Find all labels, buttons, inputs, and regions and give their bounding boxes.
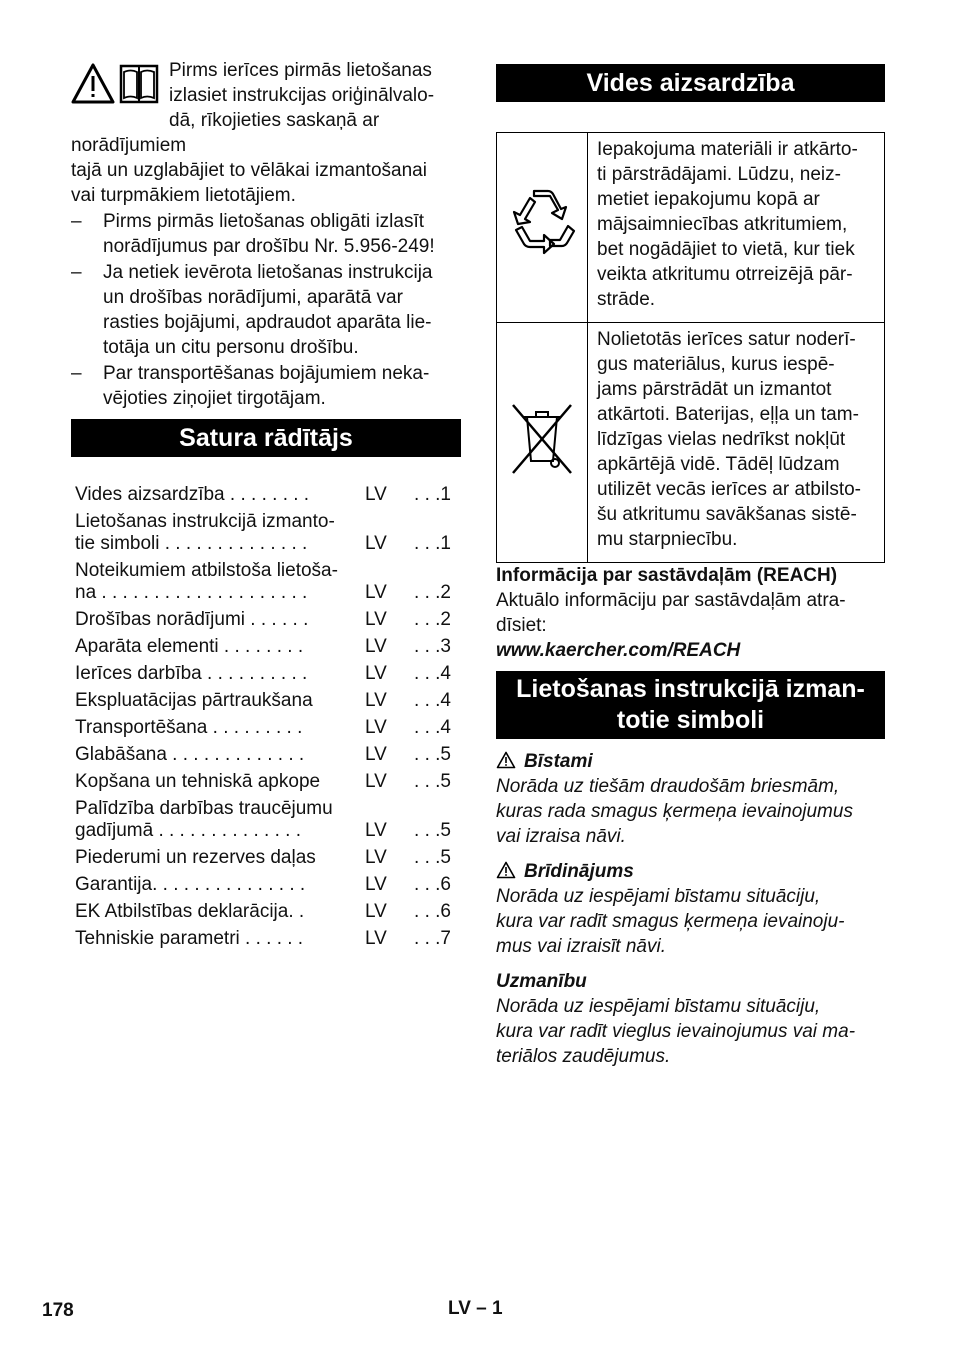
toc-entry-title: EK Atbilstības deklarācija. . [75,901,305,922]
toc-entry-title: Drošības norādījumi . . . . . . [75,609,309,630]
toc-entry-page: . . .5 [414,744,451,765]
left-column [71,58,461,950]
toc-entry-lang: LV [365,771,387,792]
toc-entry-page: . . .4 [414,690,451,711]
intro-section [71,58,461,208]
toc-entry-page: . . .5 [414,771,451,792]
safety-bullet-list [71,209,461,411]
toc-row[interactable] [71,631,461,658]
toc-heading: Satura rādītājs [71,419,461,457]
table-of-contents [71,479,461,950]
toc-entry-title: Glabāšana . . . . . . . . . . . . . [75,744,305,765]
toc-entry-title: Ekspluatācijas pārtraukšana [75,690,313,711]
crossed-bin-icon [507,399,577,479]
symbol-caution: Uzmanību Norāda uz iespējami bīstamu situāciju, kura var radīt vieglus ievainojumus vai ma- teriālos zaudējumus. [496,971,856,1067]
toc-entry-title: Tehniskie parametri . . . . . . [75,928,304,949]
reach-text: Aktuālo informāciju par sastāvdaļām atra- dīsiet: [496,590,846,636]
toc-row[interactable] [71,479,461,506]
toc-entry-title: Kopšana un tehniskā apkope [75,771,321,792]
intro-text: Pirms ierīces pirmās lietošanas izlasiet instrukcijas oriģinālvalo- dā, rīkojieties saskaņā ar norādījumiem tajā un uzglabājiet to vēlākai izmantošanai vai turpmākiem lietotājiem. [71,60,435,206]
table-row [497,323,885,563]
bullet-item: – Pirms pirmās lietošanas obligāti izlasīt norādījumus par drošību Nr. 5.956-249! [71,209,461,259]
warning-triangle-icon [496,751,516,769]
toc-entry-title: Piederumi un rezerves daļas [75,847,316,868]
warning-triangle-icon [71,62,161,106]
toc-entry-lang: LV [365,533,387,554]
toc-row[interactable] [71,658,461,685]
toc-entry-lang: LV [365,901,387,922]
language-page-marker: LV – 1 [448,1298,503,1319]
toc-entry-page: . . .6 [414,901,451,922]
toc-entry-lang: LV [365,582,387,603]
toc-entry-title: Lietošanas instrukcijā izmanto- tie simboli . . . . . . . . . . . . . . [75,511,335,554]
toc-entry-lang: LV [365,874,387,895]
symbols-heading: Lietošanas instrukcijā izman- totie simboli [496,671,885,739]
toc-entry-title: Aparāta elementi . . . . . . . . [75,636,304,657]
toc-entry-title: Palīdzība darbības traucējumu gadījumā . . . . . . . . . . . . . . [75,798,333,841]
toc-entry-page: . . .2 [414,609,451,630]
symbol-warning: Brīdinājums Norāda uz iespējami bīstamu situāciju, kura var radīt smagus ķermeņa ievainoju- mus vai izraisīt nāvi. [496,861,845,957]
recycle-icon [504,186,580,262]
toc-entry-lang: LV [365,847,387,868]
toc-entry-lang: LV [365,690,387,711]
toc-row[interactable] [71,604,461,631]
toc-entry-page: . . .4 [414,717,451,738]
toc-entry-page: . . .4 [414,663,451,684]
toc-row[interactable] [71,685,461,712]
right-column [496,64,885,1069]
bullet-item: – Ja netiek ievērota lietošanas instrukcija un drošības norādījumi, aparātā var rasties bojājumi, apdraudot aparāta lie- totāja un citu personu drošību. [71,260,461,360]
intro-icons [71,62,161,112]
toc-row[interactable] [71,793,461,842]
toc-entry-page: . . .3 [414,636,451,657]
toc-entry-page: . . .2 [414,582,451,603]
env-heading: Vides aizsardzība [496,64,885,102]
toc-entry-title: Vides aizsardzība . . . . . . . . [75,484,310,505]
warning-triangle-icon [496,861,516,879]
toc-entry-page: . . .5 [414,820,451,841]
bullet-item: – Par transportēšanas bojājumiem neka- vējoties ziņojiet tirgotājam. [71,361,461,411]
toc-entry-page: . . .7 [414,928,451,949]
toc-entry-page: . . .6 [414,874,451,895]
toc-entry-lang: LV [365,744,387,765]
toc-entry-lang: LV [365,717,387,738]
env-devices-text: Nolietotās ierīces satur noderī- gus materiālus, kurus iespē- jams pārstrādāt un izmantot atkārtoti. Baterijas, eļļa un tam- līdzīgas vielas nedrīkst nokļūt apkārtējā vidē. Tādēļ lūdzam utilizēt vecās ierīces ar atbilsto- šu atkritumu savākšanas sistē- mu starpniecību. [588,323,885,563]
toc-entry-page: . . .1 [414,533,451,554]
toc-entry-title: Garantija. . . . . . . . . . . . . . . [75,874,306,895]
env-packaging-text: Iepakojuma materiāli ir atkārto- ti pārstrādājami. Lūdzu, neiz- metiet iepakojumu kopā ar mājsaimniecības atkritumiem, bet nogādājiet to vietā, kur tiek veikta atkritumu otrreizējā pār- strāde. [588,133,885,323]
toc-entry-lang: LV [365,928,387,949]
toc-row[interactable] [71,842,461,869]
crossed-bin-icon-cell [497,323,588,563]
page-number: 178 [42,1300,74,1321]
toc-row[interactable] [71,506,461,555]
toc-row[interactable] [71,712,461,739]
toc-entry-title: Noteikumiem atbilstoša lietoša- na . . . . . . . . . . . . . . . . . . . . [75,560,338,603]
toc-entry-lang: LV [365,609,387,630]
toc-entry-page: . . .5 [414,847,451,868]
toc-row[interactable] [71,555,461,604]
toc-entry-title: Transportēšana . . . . . . . . . [75,717,303,738]
toc-entry-lang: LV [365,663,387,684]
reach-title: Informācija par sastāvdaļām (REACH) [496,565,838,586]
toc-entry-title: Ierīces darbība . . . . . . . . . . [75,663,308,684]
toc-row[interactable] [71,766,461,793]
symbol-danger: Bīstami Norāda uz tiešām draudošām briesmām, kuras rada smagus ķermeņa ievainojumus vai izraisa nāvi. [496,751,853,847]
toc-entry-page: . . .1 [414,484,451,505]
recycle-icon-cell [497,133,588,323]
manual-book-icon [121,66,157,102]
toc-row[interactable] [71,896,461,923]
toc-entry-lang: LV [365,636,387,657]
toc-row[interactable] [71,869,461,896]
toc-entry-lang: LV [365,484,387,505]
table-row [497,133,885,323]
reach-link[interactable]: www.kaercher.com/REACH [496,640,741,661]
toc-entry-lang: LV [365,820,387,841]
toc-row[interactable] [71,923,461,950]
toc-row[interactable] [71,739,461,766]
environment-table [496,132,885,563]
